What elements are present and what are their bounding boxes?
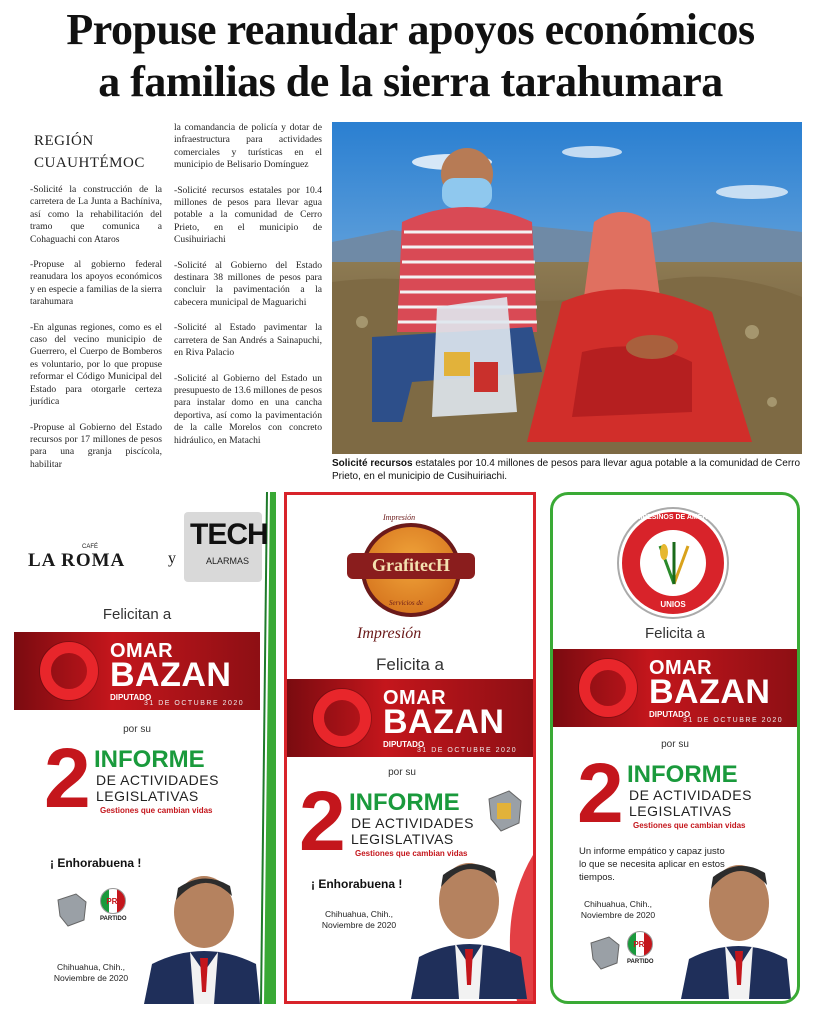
news-photo xyxy=(332,122,802,454)
felicita-text: Felicita a xyxy=(644,625,706,642)
informe-number: 2 xyxy=(44,731,91,825)
state-map-icon xyxy=(587,935,623,971)
grafitech-logo xyxy=(347,509,475,619)
por-su-text: por su xyxy=(661,739,689,750)
enhorabuena-text: ¡ Enhorabuena ! xyxy=(311,877,403,891)
place-text: Chihuahua, Chih., xyxy=(56,962,126,972)
omar-bazan-banner xyxy=(14,632,260,710)
informe-subtitle-1: DE ACTIVIDADES xyxy=(629,787,752,803)
article-column-1 xyxy=(30,122,162,484)
tech-logo-text: TECH xyxy=(190,518,268,551)
felicita-text: Felicita a xyxy=(375,655,445,674)
place-date xyxy=(563,899,673,921)
partido-text: PARTIDO xyxy=(100,916,127,922)
caption-bold: Solicité recursos xyxy=(332,458,413,469)
name-last: BAZAN xyxy=(383,703,505,741)
state-map-icon xyxy=(485,789,525,837)
informe-subtitle-2: LEGISLATIVAS xyxy=(351,831,454,847)
omar-bazan-banner xyxy=(287,679,533,757)
ad-la-roma-tech xyxy=(14,492,276,1004)
informe-number: 2 xyxy=(299,774,346,868)
pri-text: PRI xyxy=(633,939,647,949)
headline xyxy=(0,4,821,108)
event-date: 31 DE OCTUBRE 2020 xyxy=(144,700,245,707)
pri-logo xyxy=(100,888,140,932)
region-line-1: REGIÓN xyxy=(34,133,94,149)
headline-line-2: a familias de la sierra tarahumara xyxy=(98,57,723,106)
informe-title: INFORME xyxy=(94,746,205,773)
corn-wheat-icon xyxy=(650,538,698,588)
tech-logo-subtext: ALARMAS xyxy=(206,556,250,566)
informe-tagline: Gestiones que cambian vidas xyxy=(100,806,213,815)
quote-text: Un informe empático y capaz justo lo que se necesita aplicar en estos tiempos. xyxy=(579,846,725,883)
campesinos-logo xyxy=(619,509,727,617)
conjunction-text: y xyxy=(168,550,176,567)
omar-bazan-portrait xyxy=(681,859,791,999)
omar-bazan-portrait xyxy=(411,857,527,999)
ad-grafitech xyxy=(284,492,536,1004)
informe-tagline: Gestiones que cambian vidas xyxy=(355,849,468,858)
article-paragraph: -Solicité la construcción de la carretera de La Junta a Bachíniva, así como la rehabilitación del tramo que comunica a Cohaguachi con Ataros xyxy=(30,184,162,245)
informe-subtitle-1: DE ACTIVIDADES xyxy=(96,772,219,788)
omar-logo-ring-icon xyxy=(579,659,637,717)
grafitech-script-1: Servicios de xyxy=(389,599,424,607)
omar-bazan-banner xyxy=(553,649,797,727)
name-first: OMAR xyxy=(110,640,174,662)
region-line-2: CUAUHTÉMOC xyxy=(34,155,145,171)
article-paragraph: la comandancia de policía y dotar de infraestructura para actividades comerciales y turísticas en el municipio de Belisario Domínguez xyxy=(174,122,322,171)
informe-subtitle-2: LEGISLATIVAS xyxy=(96,788,199,804)
article-paragraph: -Solicité al Gobierno del Estado destinara 38 millones de pesos para concluir la pavimentación a la cabecera municipal de Maguarichi xyxy=(174,259,322,308)
place-date xyxy=(36,962,146,984)
por-su-text: por su xyxy=(388,767,416,778)
role-text: DIPUTADO xyxy=(383,740,425,749)
pri-text: PRI xyxy=(106,896,120,906)
name-last: BAZAN xyxy=(649,673,771,711)
article-paragraph: -Solicité al Gobierno del Estado un presupuesto de 13.6 millones de pesos para instalar domo en una cancha deportiva, así como la pavimentación de la calle Morelos con concreto hidráulico, en Matachi xyxy=(174,372,322,446)
pri-logo xyxy=(627,931,667,975)
grafitech-brand: GrafitecH xyxy=(372,555,450,575)
omar-logo-ring-icon xyxy=(313,689,371,747)
informe-subtitle-1: DE ACTIVIDADES xyxy=(351,815,474,831)
sponsor-tech-logo xyxy=(184,512,268,582)
campesinos-org-top: CAMPESINOS DE AMÉRICA xyxy=(626,514,720,521)
sponsor-small-text: CAFÉ xyxy=(82,544,99,550)
sponsor-name: LA ROMA xyxy=(28,550,126,571)
event-date: 31 DE OCTUBRE 2020 xyxy=(417,747,518,754)
place-text: Chihuahua, Chih., xyxy=(583,899,653,909)
grafitech-top-script: Impresión xyxy=(383,513,416,522)
omar-bazan-portrait xyxy=(144,872,260,1004)
informe-block xyxy=(44,731,264,832)
date-text: Noviembre de 2020 xyxy=(53,973,129,983)
name-first: OMAR xyxy=(649,657,713,679)
grafitech-script-2: Impresión xyxy=(357,625,422,642)
role-text: DIPUTADO xyxy=(110,693,152,702)
article-paragraph: -Solicité al Estado pavimentar la carretera de San Andrés a Sainapuchi, en Riva Palacio xyxy=(174,322,322,359)
partido-text: PARTIDO xyxy=(627,959,654,965)
role-text: DIPUTADO xyxy=(649,710,691,719)
felicitan-text: Felicitan a xyxy=(102,606,172,623)
informe-title: INFORME xyxy=(627,761,738,788)
event-date: 31 DE OCTUBRE 2020 xyxy=(683,717,784,724)
omar-logo-ring-icon xyxy=(40,642,98,700)
photo-illustration xyxy=(332,122,802,454)
campesinos-org-bottom: UNIOS xyxy=(660,600,686,609)
enhorabuena-text: ¡ Enhorabuena ! xyxy=(50,856,142,870)
article-paragraph: -Propuse al gobierno federal reanudara los apoyos económicos y en especie a familias de la sierra tarahumara xyxy=(30,259,162,308)
informe-tagline: Gestiones que cambian vidas xyxy=(633,821,746,830)
photo-caption xyxy=(332,457,802,483)
informe-subtitle-2: LEGISLATIVAS xyxy=(629,803,732,819)
name-last: BAZAN xyxy=(110,656,232,694)
date-text: Noviembre de 2020 xyxy=(580,910,656,920)
por-su-text: por su xyxy=(123,724,151,735)
article-paragraph: -En algunas regiones, como es el caso del vecino municipio de Guerrero, el Cuerpo de Bomberos es voluntario, por lo que propuse reformar el Código Municipal del Estado para otorgarle certeza jurídica xyxy=(30,321,162,408)
state-map-icon xyxy=(54,892,90,928)
article-column-2 xyxy=(174,122,322,460)
headline-line-1: Propuse reanudar apoyos económicos xyxy=(66,5,755,54)
date-text: Noviembre de 2020 xyxy=(321,920,397,930)
place-date xyxy=(309,909,409,931)
name-first: OMAR xyxy=(383,687,447,709)
place-text: Chihuahua, Chih., xyxy=(324,909,394,919)
region-dateline xyxy=(34,130,162,174)
informe-title: INFORME xyxy=(349,789,460,816)
informe-number: 2 xyxy=(577,746,624,840)
informe-block xyxy=(577,746,797,847)
article-paragraph: -Solicité recursos estatales por 10.4 millones de pesos para llevar agua potable a la comunidad de Cerro Prieto, en el municipio de Cusihuiriachi xyxy=(174,184,322,246)
caption-text: estatales por 10.4 millones de pesos para llevar agua potable a la comunidad de Cerro Prieto, en el municipio de Cusihuiriachi. xyxy=(332,458,801,482)
ad-campesinos-de-america xyxy=(550,492,800,1004)
article-paragraph: -Propuse al Gobierno del Estado recursos por 17 millones de pesos para una granja piscícola, habilitar xyxy=(30,421,162,470)
